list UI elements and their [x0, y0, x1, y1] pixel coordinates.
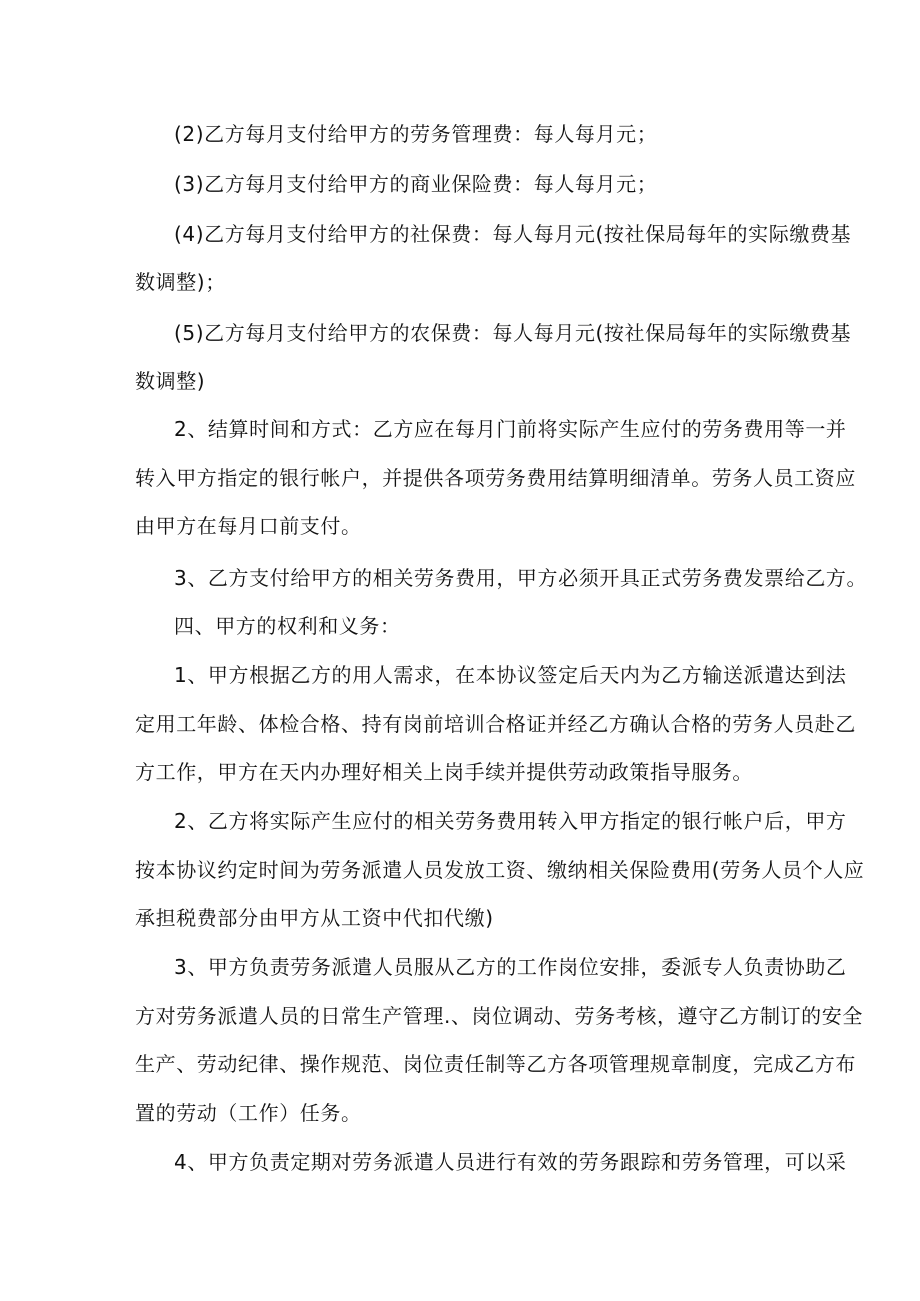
text-line: (2)乙方每月支付给甲方的劳务管理费：每人每月元；	[174, 122, 658, 146]
text-line: 由甲方在每月口前支付。	[135, 514, 362, 538]
text-line: 方对劳务派遣人员的日常生产管理.、岗位调动、劳务考核，遵守乙方制订的安全	[135, 1004, 863, 1028]
text-line: 3、甲方负责劳务派遣人员服从乙方的工作岗位安排，委派专人负责协助乙	[174, 955, 847, 979]
text-line: 数调整)；	[135, 270, 226, 294]
text-line: 1、甲方根据乙方的用人需求，在本协议签定后天内为乙方输送派遣达到法	[174, 663, 847, 687]
text-line: 生产、劳动纪律、操作规范、岗位责任制等乙方各项管理规章制度，完成乙方布	[135, 1052, 856, 1076]
text-line: 2、乙方将实际产生应付的相关劳务费用转入甲方指定的银行帐户后，甲方	[174, 809, 847, 833]
text-line: 2、结算时间和方式：乙方应在每月门前将实际产生应付的劳务费用等一并	[174, 417, 847, 441]
text-line: 置的劳动（工作）任务。	[135, 1101, 362, 1125]
text-line: (4)乙方每月支付给甲方的社保费：每人每月元(按社保局每年的实际缴费基	[174, 222, 852, 246]
text-line: 3、乙方支付给甲方的相关劳务费用，甲方必须开具正式劳务费发票给乙方。	[174, 566, 868, 590]
text-line: 按本协议约定时间为劳务派遣人员发放工资、缴纳相关保险费用(劳务人员个人应	[135, 858, 865, 882]
text-line: 定用工年龄、体检合格、持有岗前培训合格证并经乙方确认合格的劳务人员赴乙	[135, 712, 856, 736]
text-line: 4、甲方负责定期对劳务派遣人员进行有效的劳务跟踪和劳务管理，可以采	[174, 1150, 847, 1174]
text-line: (5)乙方每月支付给甲方的农保费：每人每月元(按社保局每年的实际缴费基	[174, 321, 852, 345]
text-line: 数调整)	[135, 369, 206, 393]
section-heading: 四、甲方的权利和义务：	[174, 614, 401, 638]
text-line: (3)乙方每月支付给甲方的商业保险费：每人每月元；	[174, 172, 658, 196]
text-line: 方工作，甲方在天内办理好相关上岗手续并提供劳动政策指导服务。	[135, 760, 753, 784]
text-line: 承担税费部分由甲方从工资中代扣代缴)	[135, 906, 494, 930]
text-line: 转入甲方指定的银行帐户，并提供各项劳务费用结算明细清单。劳务人员工资应	[135, 466, 856, 490]
